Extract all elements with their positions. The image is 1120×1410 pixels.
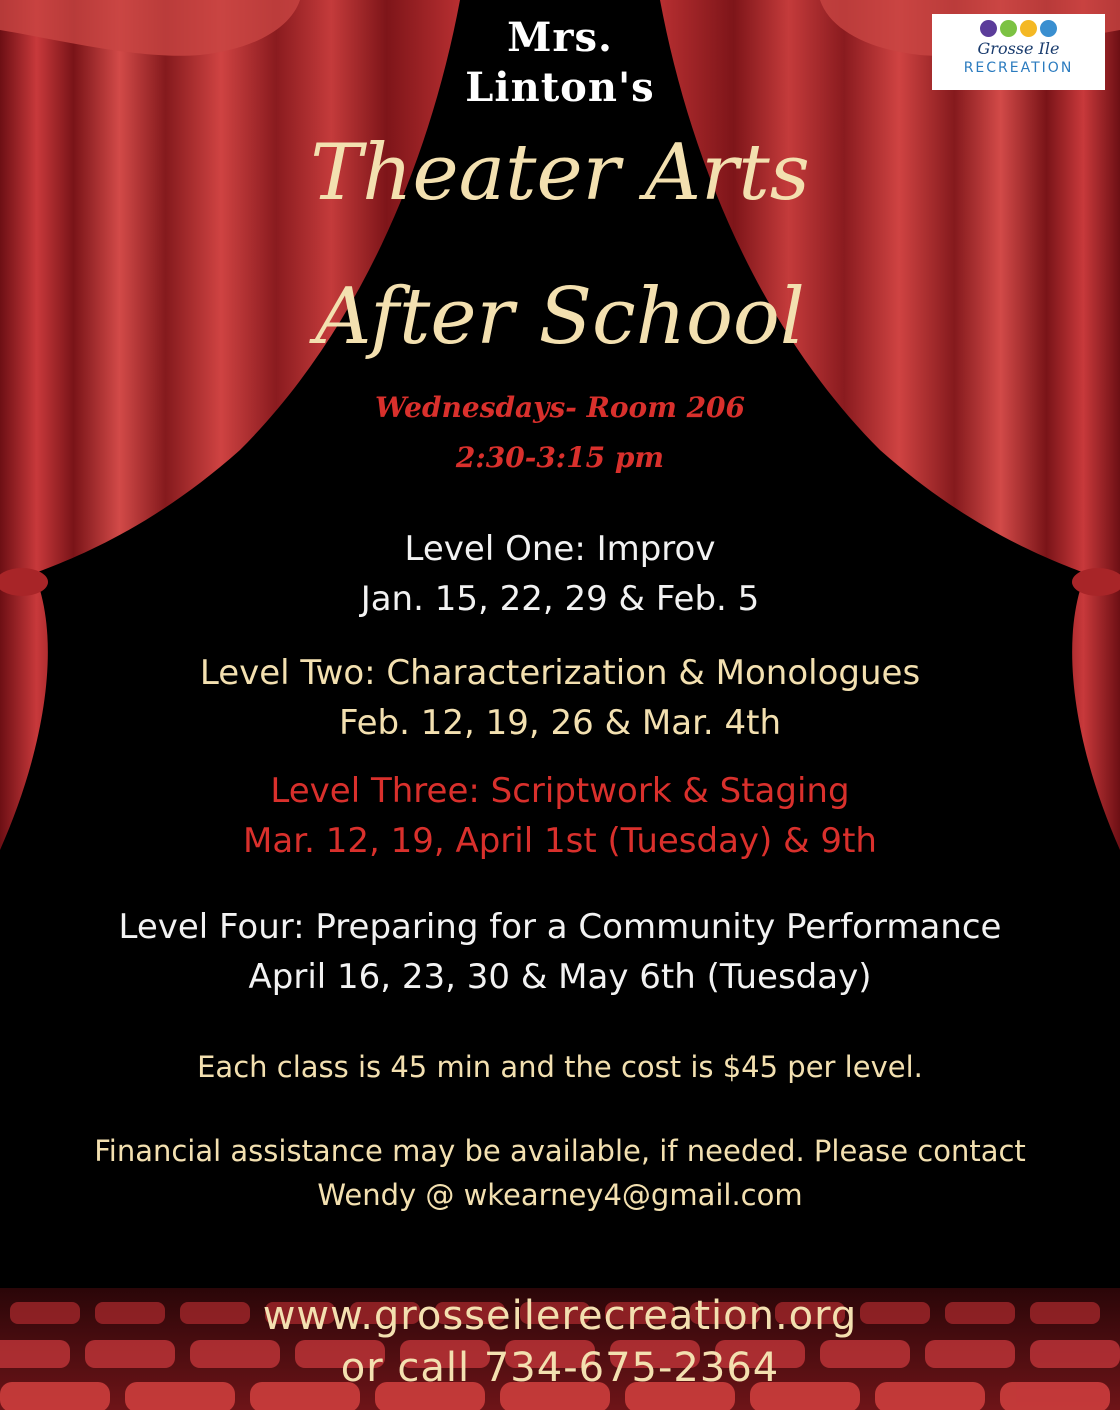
cost-info: Each class is 45 min and the cost is $45 per level. bbox=[197, 1050, 923, 1084]
level-four-title: Level Four: Preparing for a Community Performance bbox=[118, 907, 1002, 947]
level-one-title: Level One: Improv bbox=[404, 529, 716, 569]
logo-word-text: RECREATION bbox=[963, 60, 1074, 76]
title-after-school: After School bbox=[315, 272, 805, 362]
website-link[interactable]: www.grosseilerecreation.org bbox=[262, 1293, 858, 1339]
contact-email[interactable]: Wendy @ wkearney4@gmail.com bbox=[317, 1178, 803, 1212]
title-lintons: Linton's bbox=[465, 64, 655, 111]
schedule-time: 2:30-3:15 pm bbox=[455, 441, 665, 474]
schedule-day-room: Wednesdays- Room 206 bbox=[374, 391, 746, 424]
level-three-dates: Mar. 12, 19, April 1st (Tuesday) & 9th bbox=[243, 821, 877, 861]
level-two-title: Level Two: Characterization & Monologues bbox=[199, 653, 921, 693]
financial-assistance: Financial assistance may be available, if needed. Please contact bbox=[94, 1134, 1026, 1168]
title-mrs: Mrs. bbox=[507, 14, 613, 61]
level-one-dates: Jan. 15, 22, 29 & Feb. 5 bbox=[360, 579, 760, 619]
level-three-title: Level Three: Scriptwork & Staging bbox=[270, 771, 850, 811]
title-theater-arts: Theater Arts bbox=[310, 128, 810, 218]
phone-number[interactable]: or call 734-675-2364 bbox=[340, 1345, 780, 1391]
level-two-dates: Feb. 12, 19, 26 & Mar. 4th bbox=[338, 703, 782, 743]
logo-script-text: Grosse Ile bbox=[977, 39, 1060, 58]
level-four-dates: April 16, 23, 30 & May 6th (Tuesday) bbox=[248, 957, 872, 997]
